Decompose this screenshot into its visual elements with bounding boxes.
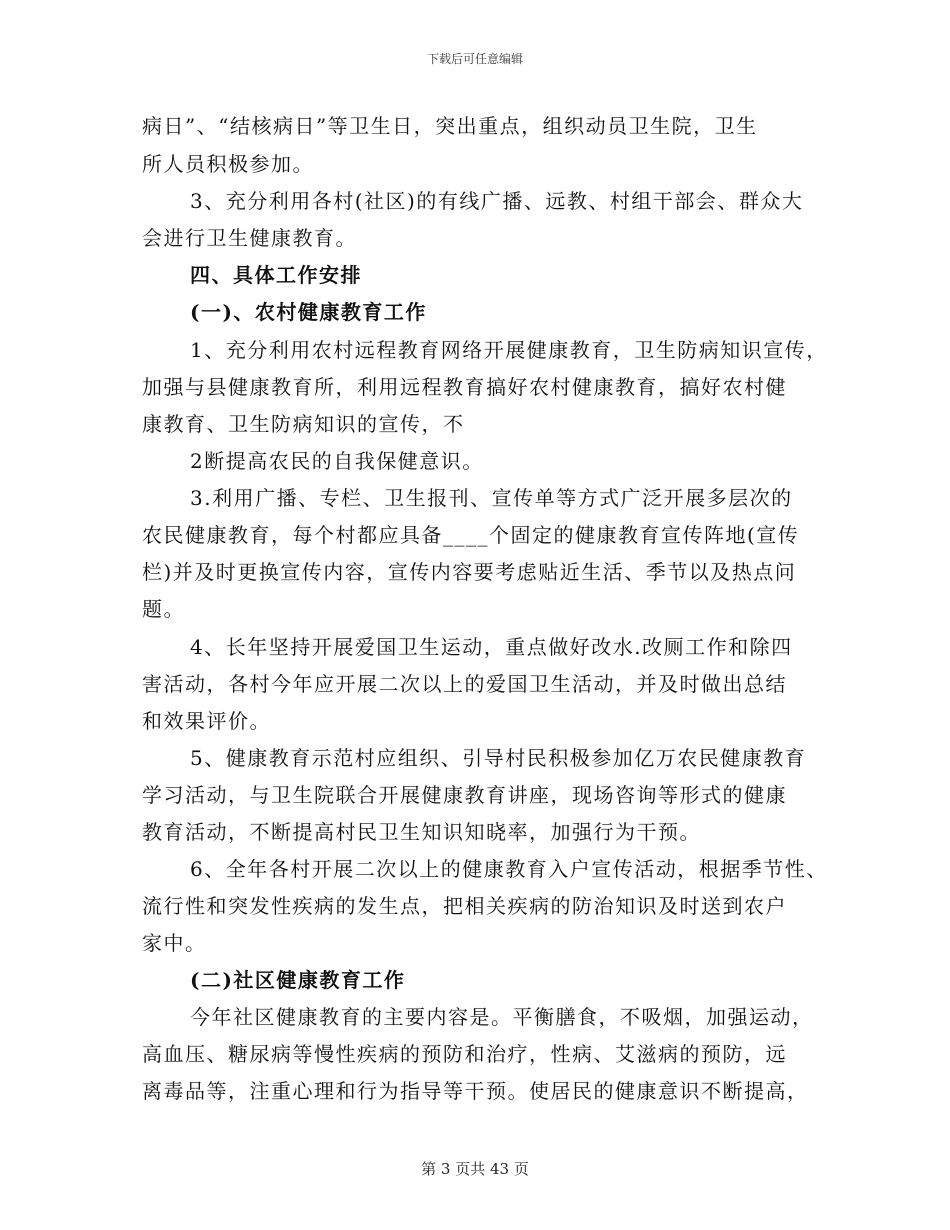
text-line: 和效果评价。 (142, 709, 271, 733)
text-line: 2断提高农民的自我保健意识。 (190, 449, 484, 473)
subsection-heading: (二)社区健康教育工作 (190, 968, 406, 992)
page-footer: 第 3 页共 43 页 (421, 1160, 529, 1178)
text-line: 3、充分利用各村(社区)的有线广播、远教、村组干部会、群众大 (190, 189, 804, 213)
text-line: 流行性和突发性疾病的发生点，把相关疾病的防治知识及时送到农户 (142, 894, 787, 918)
section-heading: 四、具体工作安排 (190, 263, 362, 287)
text-line: 3.利用广播、专栏、卫生报刊、宣传单等方式广泛开展多层次的 (190, 486, 793, 510)
text-line: 栏)并及时更换宣传内容，宣传内容要考虑贴近生活、季节以及热点问 (142, 560, 797, 584)
text-line: 6、全年各村开展二次以上的健康教育入户宣传活动，根据季节性、 (190, 857, 828, 881)
text-line: 今年社区健康教育的主要内容是。平衡膳食，不吸烟，加强运动， (190, 1005, 814, 1029)
subsection-heading: (一)、农村健康教育工作 (190, 300, 427, 324)
text-line: 学习活动，与卫生院联合开展健康教育讲座，现场咨询等形式的健康 (142, 783, 787, 807)
text-line: 农民健康教育，每个村都应具备____个固定的健康教育宣传阵地(宣传 (142, 523, 800, 547)
text-line: 害活动，各村今年应开展二次以上的爱国卫生活动，并及时做出总结 (142, 672, 787, 696)
text-line: 家中。 (142, 931, 207, 955)
text-line: 加强与县健康教育所，利用远程教育搞好农村健康教育，搞好农村健 (142, 375, 787, 399)
text-line: 离毒品等，注重心理和行为指导等干预。使居民的健康意识不断提高， (142, 1079, 809, 1103)
text-line: 高血压、糖尿病等慢性疾病的预防和治疗，性病、艾滋病的预防，远 (142, 1042, 787, 1066)
text-line: 所人员积极参加。 (142, 152, 314, 176)
text-line: 4、长年坚持开展爱国卫生运动，重点做好改水.改厕工作和除四 (190, 635, 793, 659)
text-line: 教育活动，不断提高村民卫生知识知晓率，加强行为干预。 (142, 820, 701, 844)
text-line: 病日”、“结核病日”等卫生日，突出重点，组织动员卫生院，卫生 (142, 114, 758, 138)
text-line: 会进行卫生健康教育。 (142, 226, 357, 250)
text-line: 题。 (142, 597, 185, 621)
text-line: 5、健康教育示范村应组织、引导村民积极参加亿万农民健康教育 (190, 746, 807, 770)
page-header: 下载后可任意编辑 (426, 52, 523, 66)
text-line: 康教育、卫生防病知识的宣传，不 (142, 412, 465, 436)
text-line: 1、充分利用农村远程教育网络开展健康教育，卫生防病知识宣传， (190, 338, 828, 362)
